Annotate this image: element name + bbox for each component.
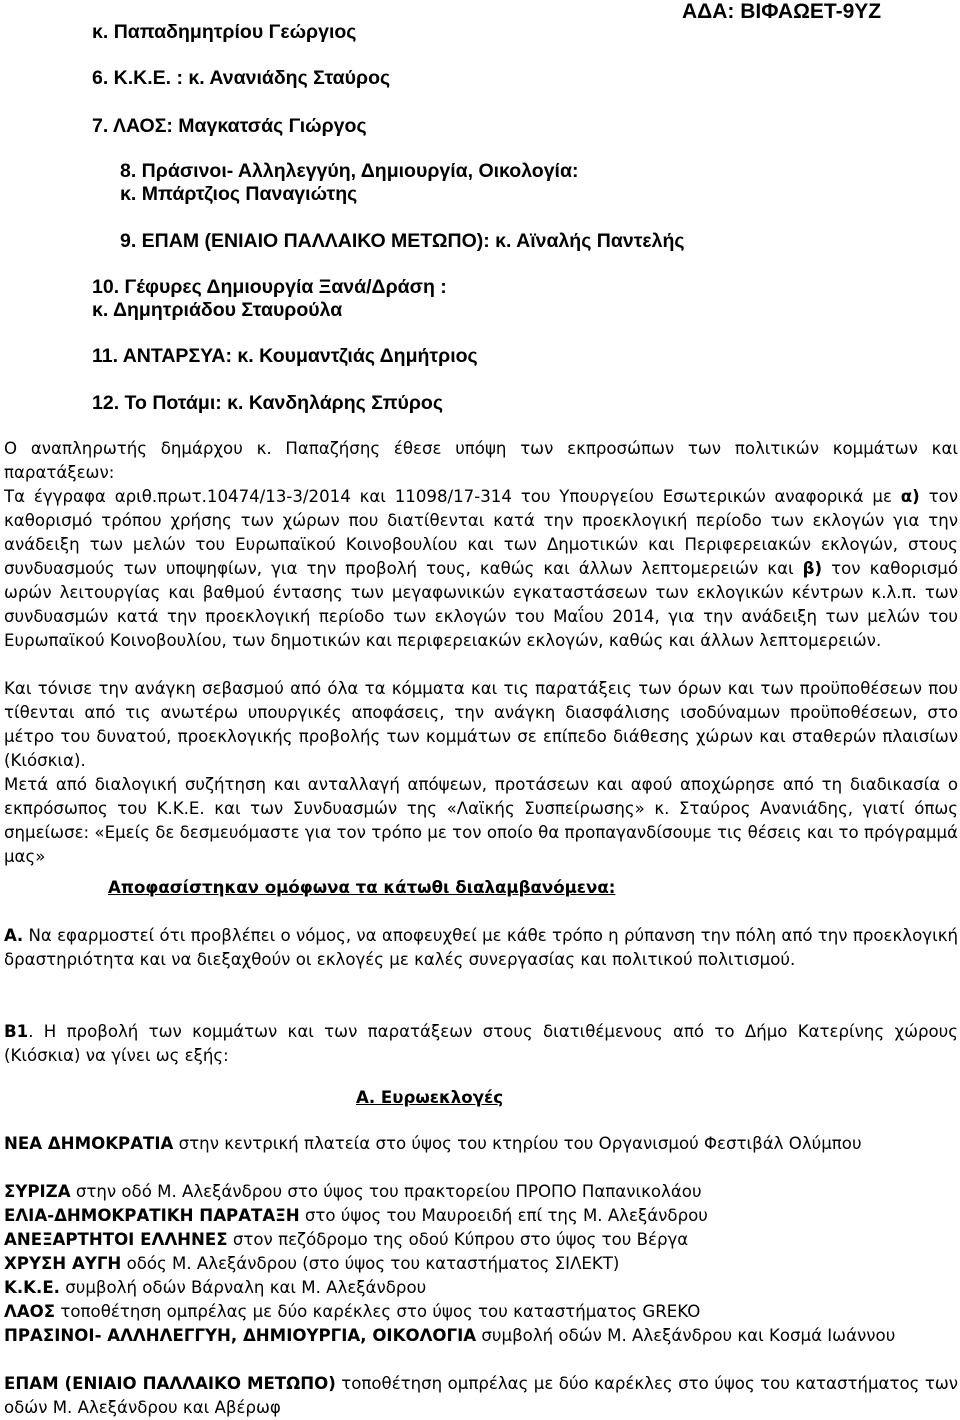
party-location: τοποθέτηση ομπρέλας με δύο καρέκλες στο ύψος του καταστήματος των οδών Μ. Αλεξάνδρου και Αβέρωφ [4,1374,958,1417]
list-item: 12. Το Ποτάμι: κ. Κανδηλάρης Σπύρος [92,392,443,414]
party-name: ΛΑΟΣ [4,1302,56,1321]
intro-paragraph: Ο αναπληρωτής δημάρχου κ. Παπαζήσης έθεσε υπόψη των εκπροσώπων των πολιτικών κομμάτων και παρατάξεων: [4,439,958,482]
party-entry [4,1132,958,1156]
party-location: στην οδό Μ. Αλεξάνδρου στο ύψος του πρακτορείου ΠΡΟΠΟ Παπανικολάου [70,1182,702,1201]
section-a-paragraph [4,924,958,972]
list-item: 11. ΑΝΤΑΡΣΥΑ: κ. Κουμαντζιάς Δημήτριος [92,345,478,367]
party-entry [4,1204,708,1228]
list-item: 7. ΛΑΟΣ: Μαγκατσάς Γιώργος [92,115,367,137]
label-a: α) [900,487,920,506]
documents-paragraph [4,485,958,653]
party-location: στο ύψος του Μαυροειδή επί της Μ. Αλεξάνδρου [299,1206,708,1225]
section-b1-text: . Η προβολή των κομμάτων και των παρατάξεων στους διατιθέμενους από το Δήμο Κατερίνης χώρους (Κιόσκια) να γίνει ως εξής: [4,1022,958,1065]
documents-text-a: Τα έγγραφα αριθ.πρωτ.10474/13-3/2014 και 11098/17-314 του Υπουργείου Εσωτερικών αναφορικά με [4,487,901,506]
party-location: στον πεζόδρομο της οδού Κύπρου στο ύψος του Βέργα [227,1230,689,1249]
party-name: ΧΡΥΣΗ ΑΥΓΗ [4,1254,122,1273]
decision-heading: Αποφασίστηκαν ομόφωνα τα κάτωθι διαλαμβανόμενα: [108,878,616,897]
list-item: 6. Κ.Κ.Ε. : κ. Ανανιάδης Σταύρος [92,67,391,89]
party-entry [4,1276,426,1300]
discussion-paragraph: Μετά από διαλογική συζήτηση και ανταλλαγή απόψεων, προτάσεων και αφού αποχώρησε από τη διαδικασία ο εκπρόσωπος του Κ.Κ.Ε. και των Συνδυασμών της «Λαϊκής Συσπείρωσης» κ. Σταύρος Ανανιάδης, γιατί όπως σημείωσε: «Εμείς δε δεσμευόμαστε για τον τρόπο με τον οποίο θα προπαγανδίσουμε τις θέσεις και το πρόγραμμά μας» [4,775,958,866]
party-location: συμβολή οδών Βάρναλη και Μ. Αλεξάνδρου [59,1278,427,1297]
party-entry [4,1372,958,1420]
documents-text-c: τον καθορισμό ωρών λειτουργίας και βαθμού έντασης των μεγαφωνικών εγκαταστάσεων των εκλογικών κέντρων κ.λ.π. των συνδυασμών κατά την προεκλογική περίοδο των εκλογών του Μαΐου 2014, για την ανάδειξη των μελών του Ευρωπαϊκού Κοινοβουλίου, των δημοτικών και περιφερειακών εκλογών, καθώς και άλλων λεπτομερειών. [4,559,958,650]
section-a-label: Α. [4,926,24,945]
list-item: 10. Γέφυρες Δημιουργία Ξανά/Δράση : [92,276,447,298]
party-name: Κ.Κ.Ε. [4,1278,60,1297]
ada-code: ΑΔΑ: ΒΙΦΑΩΕΤ-9ΥΖ [682,0,882,23]
party-entry [4,1300,700,1324]
label-b: β) [802,559,823,578]
emphasis-paragraph: Και τόνισε την ανάγκη σεβασμού από όλα τα κόμματα και τις παρατάξεις των όρων και των προϋποθέσεων που τίθενται από τις ανωτέρω υπουργικές αποφάσεις, την ανάγκη διασφάλισης ισοδύναμων προϋποθέσεων, στο μέτρο του δυνατού, προεκλογικής προβολής των κομμάτων σε επίπεδο διάθεσης χώρων και σταθερών πλαισίων (Κιόσκια). [4,679,958,770]
list-item: κ. Δημητριάδου Σταυρούλα [92,299,343,321]
euro-elections-heading: Α. Ευρωεκλογές [356,1088,504,1107]
party-name: ΑΝΕΞΑΡΤΗΤΟΙ ΕΛΛΗΝΕΣ [4,1230,228,1249]
party-location: οδός Μ. Αλεξάνδρου (στο ύψος του καταστήματος ΣΙΛΕΚΤ) [121,1254,620,1273]
party-entry [4,1252,619,1276]
party-name: ΣΥΡΙΖΑ [4,1182,71,1201]
party-name: ΝΕΑ ΔΗΜΟΚΡΑΤΙΑ [4,1134,174,1153]
party-entry [4,1228,688,1252]
party-entry [4,1180,702,1204]
party-location: τοποθέτηση ομπρέλας με δύο καρέκλες στο ύψος του καταστήματος GREKO [55,1302,701,1321]
list-item: 8. Πράσινοι- Αλληλεγγύη, Δημιουργία, Οικολογία: [120,160,579,182]
list-item: 9. ΕΠΑΜ (ΕΝΙΑΙΟ ΠΑΛΛΑΙΚΟ ΜΕΤΩΠΟ): κ. Αϊναλής Παντελής [120,230,685,252]
documents-text-b: τον καθορισμό τρόπου χρήσης των χώρων που διατίθενται κατά την προεκλογική περίοδο των εκλογών για την ανάδειξη των μελών του Ευρωπαϊκού Κοινοβουλίου και των Δημοτικών και Περιφερειακών εκλογών, στους συνδυασμούς των υποψηφίων, για την προβολή τους, καθώς και άλλων λεπτομερειών και [4,487,959,578]
party-entry [4,1324,958,1348]
section-b1-label: Β1 [4,1022,29,1041]
party-location: συμβολή οδών Μ. Αλεξάνδρου και Κοσμά Ιωάννου [476,1326,896,1345]
list-item: κ. Μπάρτζιος Παναγιώτης [120,183,358,205]
party-location: στην κεντρική πλατεία στο ύψος του κτηρίου του Οργανισμού Φεστιβάλ Ολύμπου [173,1134,862,1153]
party-name: ΠΡΑΣΙΝΟΙ- ΑΛΛΗΛΕΓΓΥΗ, ΔΗΜΙΟΥΡΓΙΑ, ΟΙΚΟΛΟΓΙΑ [4,1326,477,1345]
party-name: ΕΛΙΑ-ΔΗΜΟΚΡΑΤΙΚΗ ΠΑΡΑΤΑΞΗ [4,1206,300,1225]
party-name: ΕΠΑΜ (ΕΝΙΑΙΟ ΠΑΛΛΑΙΚΟ ΜΕΤΩΠΟ) [4,1374,336,1393]
list-item: κ. Παπαδημητρίου Γεώργιος [92,21,357,43]
section-b1-paragraph [4,1020,958,1068]
section-a-text: Να εφαρμοστεί ότι προβλέπει ο νόμος, να αποφευχθεί με κάθε τρόπο η ρύπανση την πόλη από την προεκλογική δραστηριότητα και να διεξαχθούν οι εκλογές με καλές συνεργασίας και πολιτικού πολιτισμού. [4,926,958,969]
